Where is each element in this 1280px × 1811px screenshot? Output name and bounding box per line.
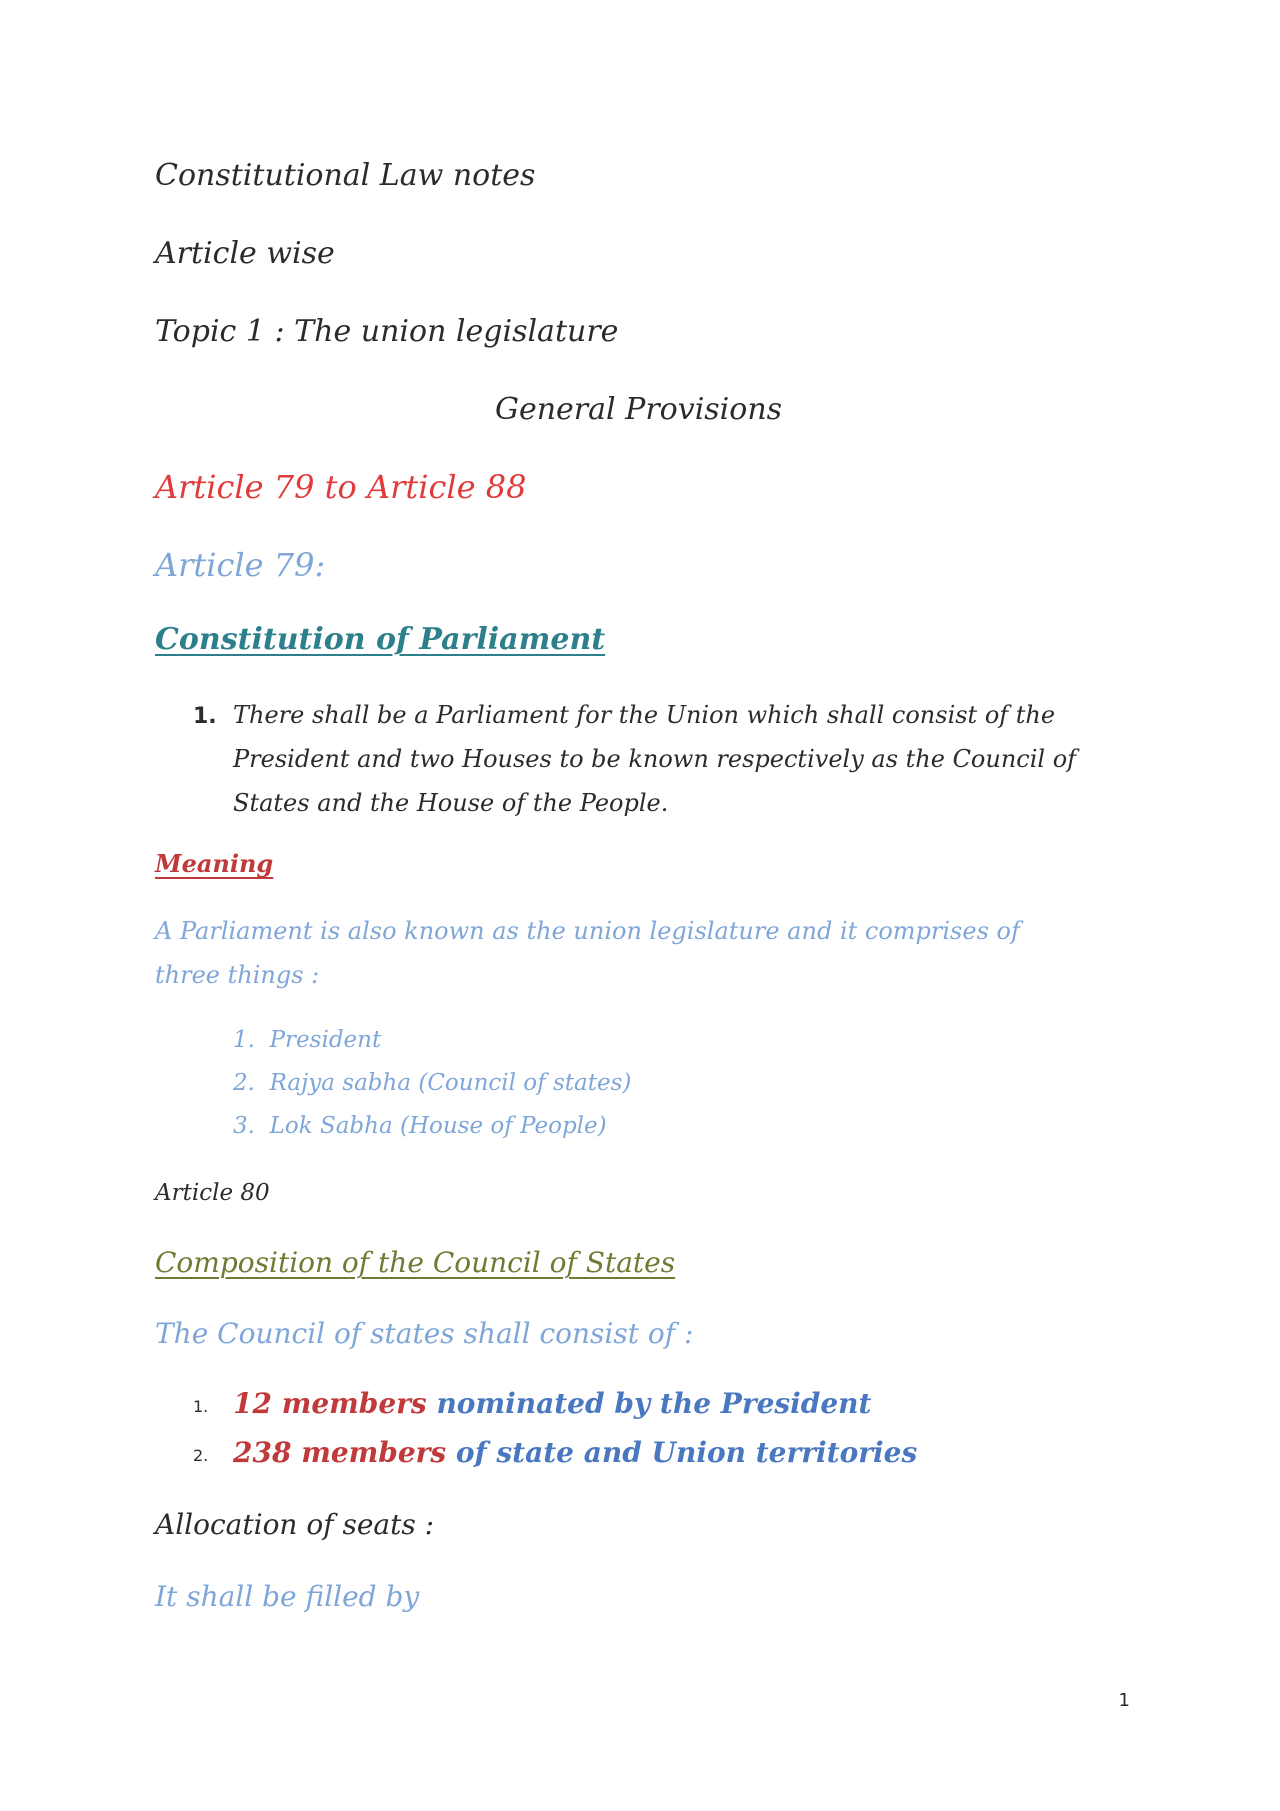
clause-text — [233, 693, 1076, 825]
clause-line: States and the House of the People. — [233, 789, 669, 817]
list-number: 1. — [233, 1027, 255, 1053]
meaning-line: A Parliament is also known as the union legislature and it comprises of — [155, 917, 1020, 945]
clause-line: President and two Houses to be known respectively as the Council of — [233, 745, 1077, 773]
article-range-heading: Article 79 to Article 88 — [155, 468, 527, 506]
member-item — [233, 1436, 917, 1469]
section-heading: General Provisions — [495, 392, 783, 427]
list-text: President — [269, 1027, 382, 1053]
article-80-title: Composition of the Council of States — [155, 1246, 676, 1279]
article-79-heading: Article 79: — [155, 546, 326, 584]
allocation-text: It shall be filled by — [155, 1580, 420, 1613]
list-item — [233, 1070, 631, 1096]
meaning-label: Meaning — [155, 849, 274, 878]
list-item — [233, 1027, 381, 1053]
meaning-text — [155, 909, 1020, 997]
member-count: 238 members — [233, 1436, 447, 1469]
list-number: 2. — [233, 1070, 255, 1096]
member-desc: nominated by the President — [426, 1387, 872, 1420]
clause-line: There shall be a Parliament for the Union which shall consist of the — [233, 701, 1056, 729]
article-80-heading: Article 80 — [155, 1180, 270, 1206]
member-item — [233, 1387, 871, 1420]
clause-number: 1. — [193, 704, 217, 729]
member-desc: of state and Union territories — [446, 1436, 918, 1469]
list-number: 3. — [233, 1113, 255, 1139]
member-count: 12 members — [233, 1387, 427, 1420]
article-80-intro: The Council of states shall consist of : — [155, 1317, 694, 1350]
page-number: 1 — [1118, 1690, 1130, 1711]
member-number: 1. — [193, 1397, 209, 1416]
meaning-line: three things : — [155, 961, 320, 989]
topic-heading: Topic 1 : The union legislature — [155, 314, 619, 349]
member-number: 2. — [193, 1446, 209, 1465]
article-79-title: Constitution of Parliament — [155, 622, 606, 657]
allocation-label: Allocation of seats : — [155, 1508, 435, 1541]
list-text: Lok Sabha (House of People) — [269, 1113, 607, 1139]
document-title: Constitutional Law notes — [155, 158, 536, 193]
document-subtitle: Article wise — [155, 236, 335, 271]
list-item — [233, 1113, 607, 1139]
list-text: Rajya sabha (Council of states) — [269, 1070, 632, 1096]
